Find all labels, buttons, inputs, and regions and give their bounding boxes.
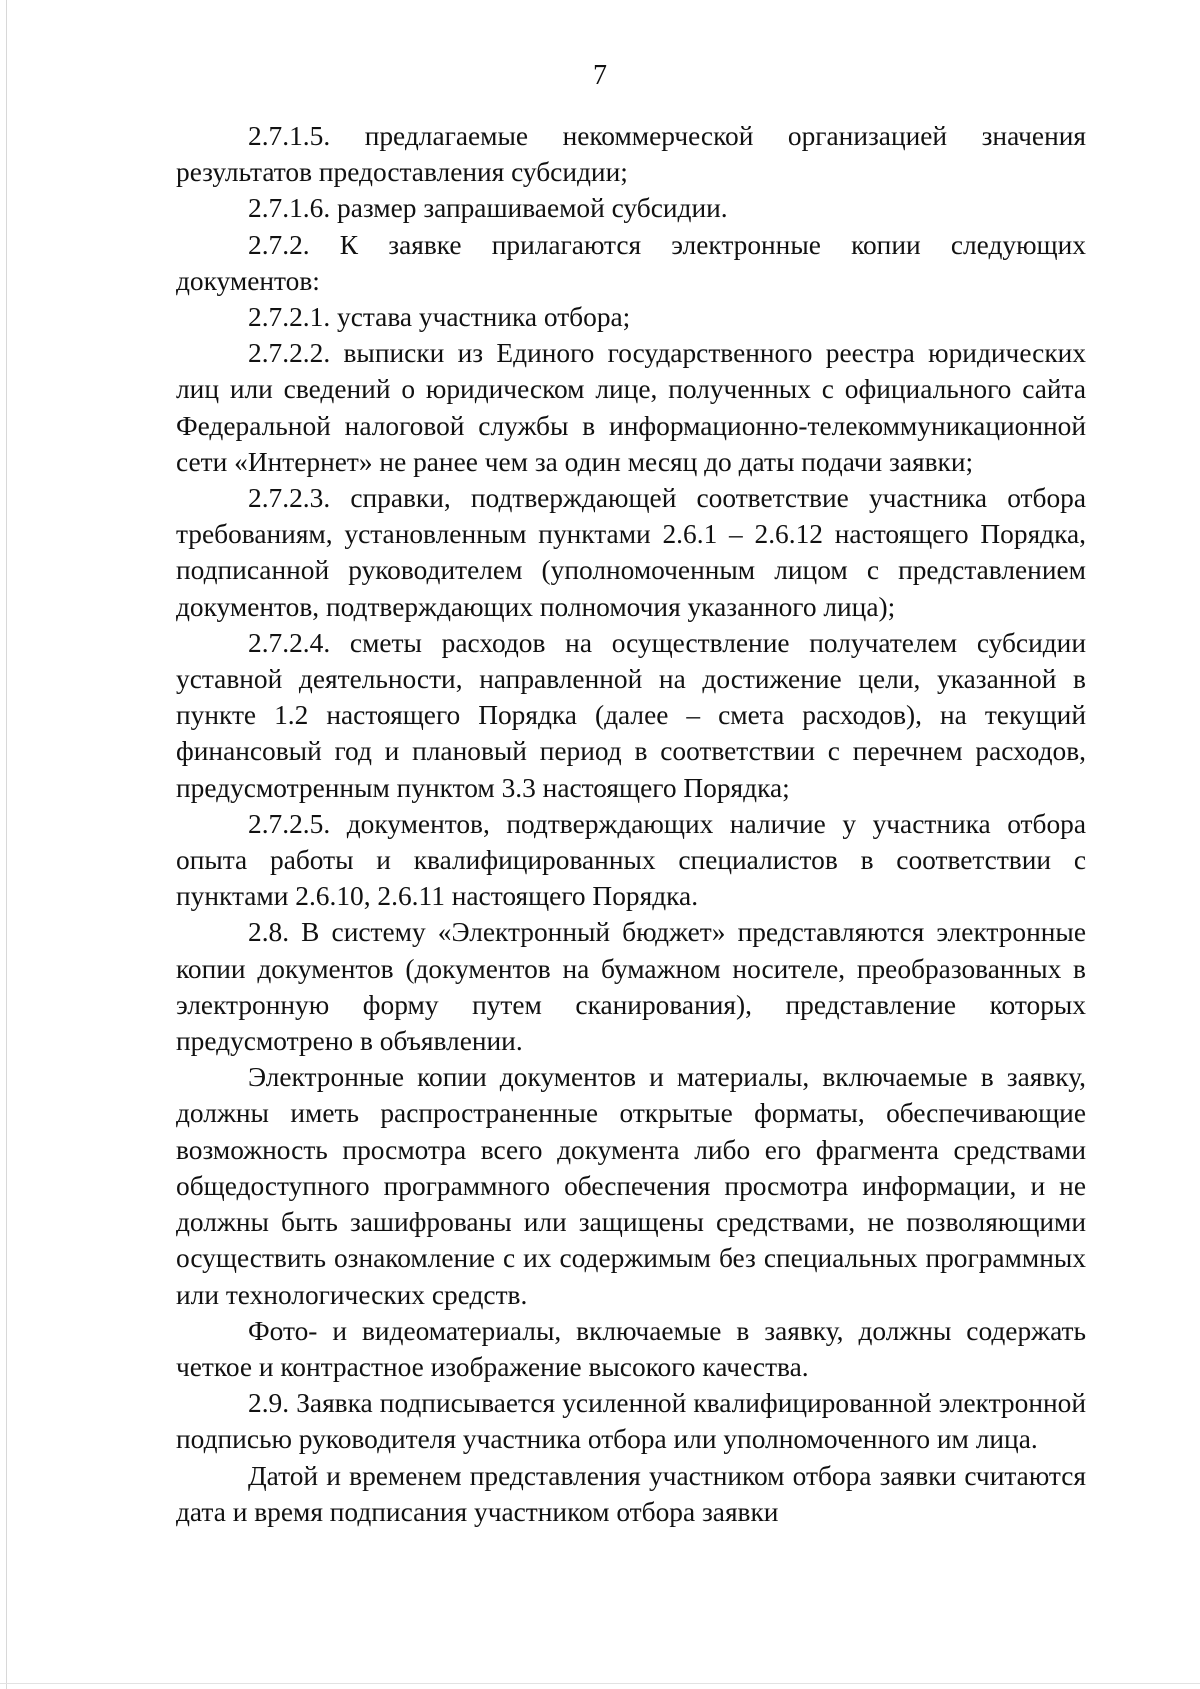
- paragraph-2-7-1-6: 2.7.1.6. размер запрашиваемой субсидии.: [248, 193, 728, 224]
- paragraph-2-7-2: 2.7.2. К заявке прилагаются электронные копии следующих документов:: [176, 229, 1086, 296]
- paragraph-2-8: 2.8. В систему «Электронный бюджет» представляются электронные копии документов (документов на бумажном носителе, преобразованных в электронную форму путем сканирования), представление которых предусмотрено в объявлении.: [176, 917, 1086, 1057]
- paragraph-electronic-copies-formats: Электронные копии документов и материалы, включаемые в заявку, должны иметь распространенные открытые форматы, обеспечивающие возможность просмотра всего документа либо его фрагмента средствами общедоступного программного обеспечения просмотра информации, и не должны быть зашифрованы или защищены средствами, не позволяющими осуществить ознакомление с их содержимым без специальных программных или технологических средств.: [176, 1062, 1086, 1310]
- paragraph-2-7-1-5: 2.7.1.5. предлагаемые некоммерческой организацией значения результатов предоставления субсидии;: [176, 121, 1086, 188]
- paragraph-submission-date-time: Датой и временем представления участником отбора заявки считаются дата и время подписания участником отбора заявки: [176, 1460, 1086, 1527]
- paragraph-photo-video-materials: Фото- и видеоматериалы, включаемые в заявку, должны содержать четкое и контрастное изображение высокого качества.: [176, 1315, 1086, 1382]
- scan-edge-left: [6, 0, 7, 1689]
- paragraph-2-7-2-1: 2.7.2.1. устава участника отбора;: [248, 302, 631, 333]
- paragraph-2-7-2-4: 2.7.2.4. сметы расходов на осуществление получателем субсидии уставной деятельности, направленной на достижение цели, указанной в пункте 1.2 настоящего Порядка (далее – смета расходов), на текущий финансовый год и плановый период в соответствии с перечнем расходов, предусмотренным пунктом 3.3 настоящего Порядка;: [176, 627, 1086, 803]
- document-body: [176, 118, 1086, 1530]
- scan-edge-bottom: [0, 1683, 1200, 1684]
- paragraph-2-7-2-3: 2.7.2.3. справки, подтверждающей соответствие участника отбора требованиям, установленным пунктами 2.6.1 – 2.6.12 настоящего Порядка, подписанной руководителем (уполномоченным лицом с представлением документов, подтверждающих полномочия указанного лица);: [176, 483, 1086, 622]
- page-number: 7: [593, 60, 607, 91]
- paragraph-2-7-2-5: 2.7.2.5. документов, подтверждающих наличие у участника отбора опыта работы и квалифицированных специалистов в соответствии с пунктами 2.6.10, 2.6.11 настоящего Порядка.: [176, 808, 1086, 912]
- paragraph-2-9: 2.9. Заявка подписывается усиленной квалифицированной электронной подписью руководителя участника отбора или уполномоченного им лица.: [176, 1388, 1086, 1455]
- paragraph-2-7-2-2: 2.7.2.2. выписки из Единого государственного реестра юридических лиц или сведений о юридическом лице, полученных с официального сайта Федеральной налоговой службы в информационно-телекоммуникационной сети «Интернет» не ранее чем за один месяц до даты подачи заявки;: [176, 338, 1086, 477]
